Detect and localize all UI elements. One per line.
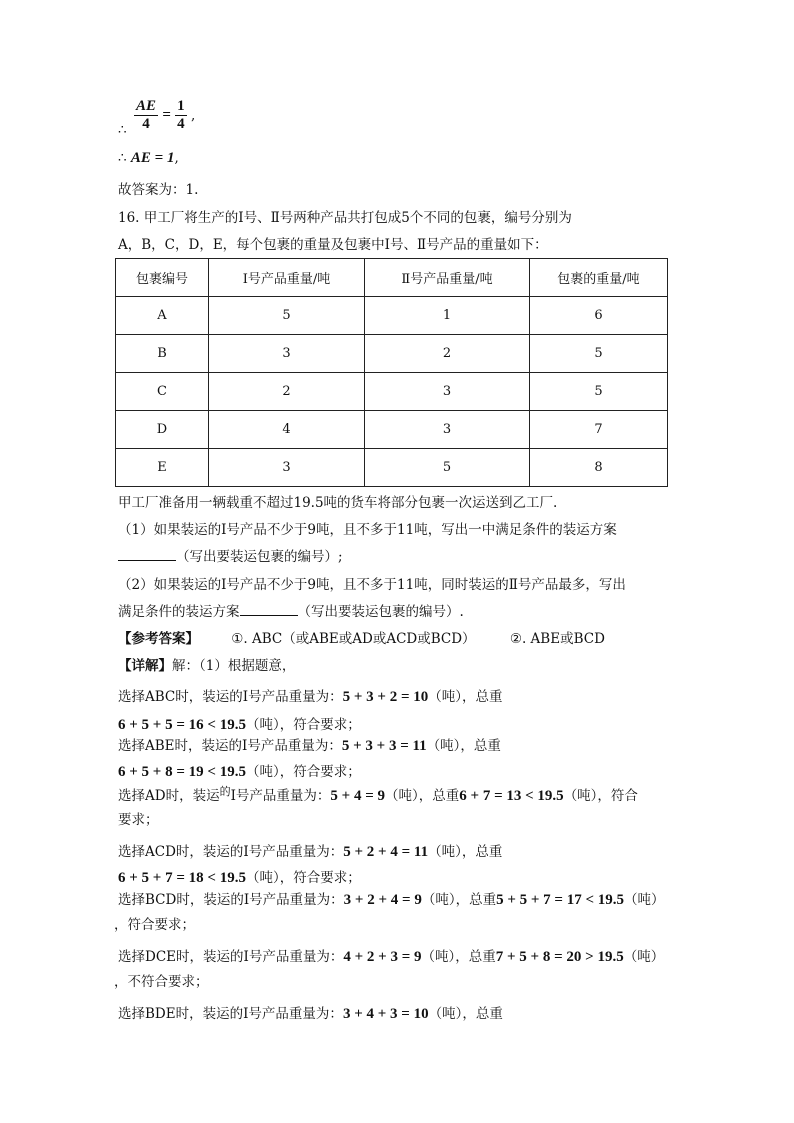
table-cell: 5 xyxy=(209,297,365,335)
case-acd-line-2 xyxy=(118,866,361,887)
fraction-numerator: 1 xyxy=(177,98,185,114)
comma: , xyxy=(174,150,179,166)
table-cell: 8 xyxy=(530,449,668,487)
case-text: 选择ABC时，装运的Ⅰ号产品重量为： xyxy=(118,689,343,705)
table-cell: 3 xyxy=(365,373,530,411)
case-text: 选择ABE时，装运的Ⅰ号产品重量为： xyxy=(118,738,342,754)
answer-2: ②. ABE或BCD xyxy=(509,631,605,647)
comma: , xyxy=(190,107,196,124)
case-acd-line-1 xyxy=(118,840,502,861)
question-1-line-1: （1）如果装运的Ⅰ号产品不少于9吨，且不多于11吨，写出一中满足条件的装运方案 xyxy=(118,522,617,538)
detail-intro-text: 解：（1）根据题意， xyxy=(172,658,296,674)
case-bcd-line-2: ，符合要求； xyxy=(114,917,195,933)
math-expression: 7 + 5 + 8 = 20 > 19.5 xyxy=(495,949,624,965)
fraction-equation xyxy=(134,98,195,133)
fraction-denominator: 4 xyxy=(177,116,185,132)
case-abc-line-1 xyxy=(118,685,503,706)
fraction-numerator: AE xyxy=(136,98,157,114)
case-text: （吨），总重 xyxy=(421,949,496,965)
reference-answer xyxy=(118,627,605,647)
case-text: 选择AD时，装运 xyxy=(118,788,220,804)
case-text: （吨），总重 xyxy=(428,844,503,860)
answer-blank[interactable] xyxy=(240,614,298,616)
case-text: （吨），总重 xyxy=(428,689,503,705)
table-cell: 3 xyxy=(209,335,365,373)
case-abc-line-2 xyxy=(118,713,361,734)
table-cell: D xyxy=(116,411,209,449)
case-text: 选择BDE时，装运的Ⅰ号产品重量为： xyxy=(118,1006,343,1022)
header-cell: Ⅰ号产品重量/吨 xyxy=(209,259,365,297)
after-table-text: 甲工厂准备用一辆载重不超过19.5吨的货车将部分包裹一次运送到乙工厂. xyxy=(118,495,558,511)
therefore-symbol: ∴ xyxy=(118,150,127,166)
case-text: 选择ACD时，装运的Ⅰ号产品重量为： xyxy=(118,844,344,860)
math-expression: 6 + 5 + 5 = 16 < 19.5 xyxy=(118,717,246,733)
ae-equation: AE = 1 xyxy=(130,150,175,166)
case-text: （吨），总重 xyxy=(421,892,497,908)
math-expression: 5 + 2 + 4 = 11 xyxy=(343,844,429,860)
case-text: 选择DCE时，装运的Ⅰ号产品重量为： xyxy=(118,949,344,965)
answer-blank[interactable] xyxy=(118,559,176,561)
fraction-denominator: 4 xyxy=(142,116,150,132)
case-text: （吨），总重 xyxy=(385,788,460,804)
equals-sign: = xyxy=(162,107,171,123)
problem-16-line-2: A，B，C，D，E，每个包裹的重量及包裹中Ⅰ号、Ⅱ号产品的重量如下： xyxy=(118,237,548,253)
math-expression: 6 + 7 = 13 < 19.5 xyxy=(459,788,564,804)
table-cell: 7 xyxy=(530,411,668,449)
case-text: 选择BCD时，装运的Ⅰ号产品重量为： xyxy=(118,892,344,908)
case-ad-line-1 xyxy=(118,783,638,805)
answer-line-15: 故答案为：1. xyxy=(118,182,199,198)
table-cell: 3 xyxy=(365,411,530,449)
case-text: （吨），符合要求； xyxy=(245,870,361,886)
case-abe-line-1 xyxy=(118,734,501,755)
package-table xyxy=(115,258,668,487)
table-cell: 4 xyxy=(209,411,365,449)
math-expression: 5 + 3 + 2 = 10 xyxy=(342,689,429,705)
question-2-line-2 xyxy=(118,600,464,620)
case-text: （吨），符合要求； xyxy=(245,717,361,733)
question-2-text: 满足条件的装运方案 xyxy=(118,604,240,620)
table-row xyxy=(116,411,668,449)
detail-intro xyxy=(118,654,295,674)
table-row xyxy=(116,373,668,411)
therefore-symbol: ∴ xyxy=(118,122,127,138)
table-cell: A xyxy=(116,297,209,335)
fraction-one-quarter xyxy=(175,98,187,133)
case-dce-line-1 xyxy=(118,945,664,966)
table-row xyxy=(116,449,668,487)
table-cell: B xyxy=(116,335,209,373)
ae-result-line xyxy=(118,150,179,167)
math-expression: 5 + 4 = 9 xyxy=(330,788,386,804)
question-1-line-2 xyxy=(118,545,343,565)
case-abe-line-2 xyxy=(118,760,361,781)
question-2-line-1: （2）如果装运的Ⅰ号产品不少于9吨，且不多于11吨，同时装运的Ⅱ号产品最多，写出 xyxy=(118,577,626,593)
case-text: （吨），总重 xyxy=(428,1006,503,1022)
table-cell: C xyxy=(116,373,209,411)
table-row xyxy=(116,297,668,335)
header-cell: 包裹的重量/吨 xyxy=(530,259,668,297)
math-expression: 3 + 4 + 3 = 10 xyxy=(342,1006,429,1022)
case-text: （吨） xyxy=(623,949,665,965)
table-cell: E xyxy=(116,449,209,487)
detail-label: 【详解】 xyxy=(118,658,172,674)
fraction-ae-over-4 xyxy=(134,98,158,133)
table-header-row xyxy=(116,259,668,297)
math-expression: 5 + 5 + 7 = 17 < 19.5 xyxy=(496,892,625,908)
math-expression: 6 + 5 + 8 = 19 < 19.5 xyxy=(118,764,246,780)
table-cell: 1 xyxy=(365,297,530,335)
question-1-note: （写出要装运包裹的编号）; xyxy=(176,549,343,565)
case-bde-line-1 xyxy=(118,1002,503,1023)
case-text: （吨），符合 xyxy=(563,788,638,804)
table-cell: 2 xyxy=(365,335,530,373)
math-expression: 3 + 2 + 4 = 9 xyxy=(343,892,422,908)
reference-answer-label: 【参考答案】 xyxy=(118,631,199,647)
table-row xyxy=(116,335,668,373)
table-cell: 6 xyxy=(530,297,668,335)
math-expression: 4 + 2 + 3 = 9 xyxy=(343,949,422,965)
table-cell: 2 xyxy=(209,373,365,411)
case-text: Ⅰ号产品重量为： xyxy=(230,788,331,804)
case-text: （吨），总重 xyxy=(426,738,501,754)
math-expression: 5 + 3 + 3 = 11 xyxy=(341,738,427,754)
question-2-note: （写出要装运包裹的编号）. xyxy=(297,604,464,620)
table-cell: 5 xyxy=(530,373,668,411)
header-cell: 包裹编号 xyxy=(116,259,209,297)
case-text: （吨） xyxy=(624,892,665,908)
answer-1: ①. ABC（或ABE或AD或ACD或BCD） xyxy=(231,631,476,647)
case-dce-line-2: ，不符合要求； xyxy=(114,974,209,990)
table-cell: 5 xyxy=(365,449,530,487)
math-expression: 6 + 5 + 7 = 18 < 19.5 xyxy=(118,870,246,886)
case-text: 的 xyxy=(219,785,231,798)
case-bcd-line-1 xyxy=(118,888,665,909)
case-ad-line-2: 要求； xyxy=(118,812,159,828)
header-cell: Ⅱ号产品重量/吨 xyxy=(365,259,530,297)
table-cell: 3 xyxy=(209,449,365,487)
case-text: （吨），符合要求； xyxy=(245,764,361,780)
table-cell: 5 xyxy=(530,335,668,373)
problem-16-line-1: 16. 甲工厂将生产的Ⅰ号、Ⅱ号两种产品共打包成5个不同的包裹，编号分别为 xyxy=(118,210,572,226)
